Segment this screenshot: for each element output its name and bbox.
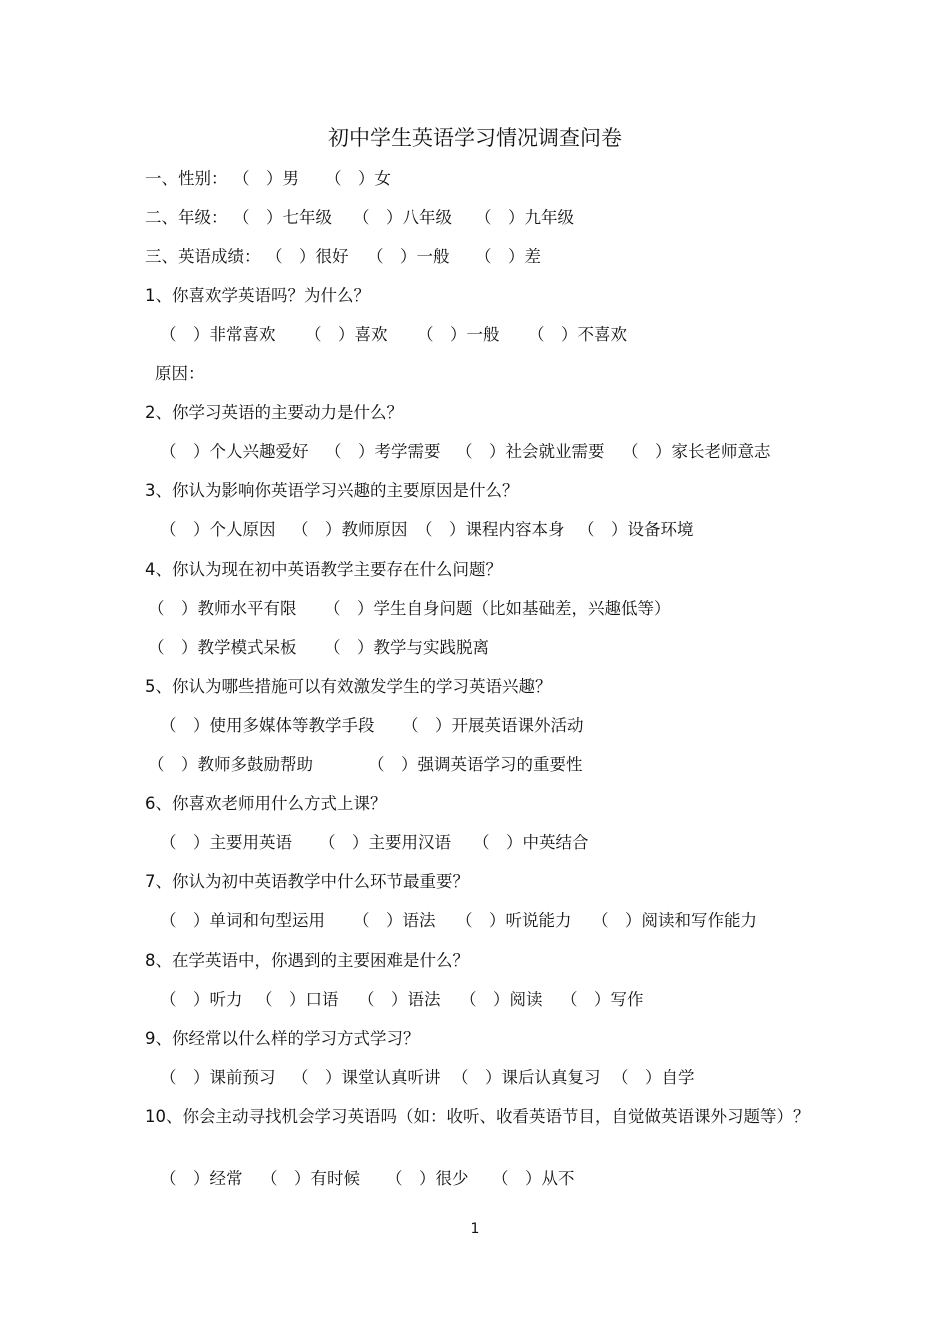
question-1: 1、你喜欢学英语吗？为什么？	[145, 286, 370, 305]
q8-option[interactable]: （ ）语法	[358, 990, 441, 1009]
question-5-options-row2	[148, 754, 838, 776]
question-2: 2、你学习英语的主要动力是什么？	[145, 403, 403, 422]
q7-option[interactable]: （ ）阅读和写作能力	[592, 911, 757, 930]
grade-label: 二、年级：	[145, 208, 228, 227]
grade-option-9[interactable]: （ ）九年级	[475, 208, 574, 227]
question-8: 8、在学英语中，你遇到的主要困难是什么？	[145, 951, 469, 970]
q2-option[interactable]: （ ）家长老师意志	[622, 442, 771, 461]
q7-option[interactable]: （ ）听说能力	[456, 911, 572, 930]
q8-option[interactable]: （ ）阅读	[460, 990, 543, 1009]
gender-option-male[interactable]: （ ）男	[233, 169, 299, 188]
score-label: 三、英语成绩：	[145, 247, 261, 266]
question-5-options-row1	[160, 715, 840, 737]
gender-row	[145, 168, 845, 190]
question-7-options	[160, 910, 840, 932]
gender-label: 一、性别：	[145, 169, 228, 188]
q2-option[interactable]: （ ）个人兴趣爱好	[160, 442, 309, 461]
q4-option[interactable]: （ ）教学模式呆板	[148, 638, 297, 657]
page-title: 初中学生英语学习情况调查问卷	[328, 126, 622, 150]
q8-option[interactable]: （ ）听力	[160, 990, 243, 1009]
q1-option[interactable]: （ ）喜欢	[305, 325, 388, 344]
q1-option[interactable]: （ ）一般	[417, 325, 500, 344]
q6-option[interactable]: （ ）中英结合	[473, 833, 589, 852]
grade-option-8[interactable]: （ ）八年级	[353, 208, 452, 227]
q1-option[interactable]: （ ）非常喜欢	[160, 325, 276, 344]
q6-option[interactable]: （ ）主要用汉语	[319, 833, 451, 852]
q2-option[interactable]: （ ）社会就业需要	[456, 442, 605, 461]
q8-option[interactable]: （ ）口语	[256, 990, 339, 1009]
question-4-options-row1	[148, 598, 838, 620]
question-3-options	[160, 519, 840, 541]
question-6-options	[160, 832, 840, 854]
score-option-good[interactable]: （ ）很好	[266, 247, 349, 266]
q3-option[interactable]: （ ）个人原因	[160, 520, 276, 539]
q1-option[interactable]: （ ）不喜欢	[528, 325, 627, 344]
q5-option[interactable]: （ ）使用多媒体等教学手段	[160, 716, 375, 735]
q10-option[interactable]: （ ）很少	[386, 1169, 469, 1188]
grade-row	[145, 207, 845, 229]
q4-option[interactable]: （ ）教学与实践脱离	[324, 638, 489, 657]
q5-option[interactable]: （ ）开展英语课外活动	[402, 716, 584, 735]
q3-option[interactable]: （ ）教师原因	[292, 520, 408, 539]
page-number: 1	[470, 1221, 480, 1237]
question-6: 6、你喜欢老师用什么方式上课？	[145, 794, 387, 813]
grade-option-7[interactable]: （ ）七年级	[233, 208, 332, 227]
q7-option[interactable]: （ ）单词和句型运用	[160, 911, 325, 930]
score-row	[145, 246, 845, 268]
q9-option[interactable]: （ ）自学	[612, 1068, 695, 1087]
question-9: 9、你经常以什么样的学习方式学习？	[145, 1029, 420, 1048]
question-4-options-row2	[148, 637, 838, 659]
q10-option[interactable]: （ ）有时候	[261, 1169, 360, 1188]
score-option-average[interactable]: （ ）一般	[367, 247, 450, 266]
q8-option[interactable]: （ ）写作	[561, 990, 644, 1009]
q9-option[interactable]: （ ）课前预习	[160, 1068, 276, 1087]
q4-option[interactable]: （ ）教师水平有限	[148, 599, 297, 618]
q7-option[interactable]: （ ）语法	[353, 911, 436, 930]
q9-option[interactable]: （ ）课后认真复习	[452, 1068, 601, 1087]
score-option-poor[interactable]: （ ）差	[475, 247, 541, 266]
q9-option[interactable]: （ ）课堂认真听讲	[292, 1068, 441, 1087]
question-3: 3、你认为影响你英语学习兴趣的主要原因是什么？	[145, 481, 519, 500]
q4-option[interactable]: （ ）学生自身问题（比如基础差，兴趣低等）	[324, 599, 671, 618]
q5-option[interactable]: （ ）教师多鼓励帮助	[148, 755, 313, 774]
q3-option[interactable]: （ ）设备环境	[578, 520, 694, 539]
question-8-options	[160, 989, 840, 1011]
question-1-options	[160, 324, 840, 346]
question-10: 10、你会主动寻找机会学习英语吗（如：收听、收看英语节目，自觉做英语课外习题等）？	[145, 1107, 810, 1126]
q1-reason-label: 原因：	[155, 364, 205, 383]
question-7: 7、你认为初中英语教学中什么环节最重要？	[145, 872, 469, 891]
q10-option[interactable]: （ ）从不	[492, 1169, 575, 1188]
question-4: 4、你认为现在初中英语教学主要存在什么问题？	[145, 560, 502, 579]
q5-option[interactable]: （ ）强调英语学习的重要性	[368, 755, 583, 774]
question-2-options	[160, 441, 840, 463]
question-9-options	[160, 1067, 840, 1089]
q10-option[interactable]: （ ）经常	[160, 1169, 243, 1188]
gender-option-female[interactable]: （ ）女	[325, 169, 391, 188]
q2-option[interactable]: （ ）考学需要	[325, 442, 441, 461]
question-10-options	[160, 1168, 840, 1190]
q3-option[interactable]: （ ）课程内容本身	[416, 520, 565, 539]
q6-option[interactable]: （ ）主要用英语	[160, 833, 292, 852]
question-5: 5、你认为哪些措施可以有效激发学生的学习英语兴趣？	[145, 677, 552, 696]
